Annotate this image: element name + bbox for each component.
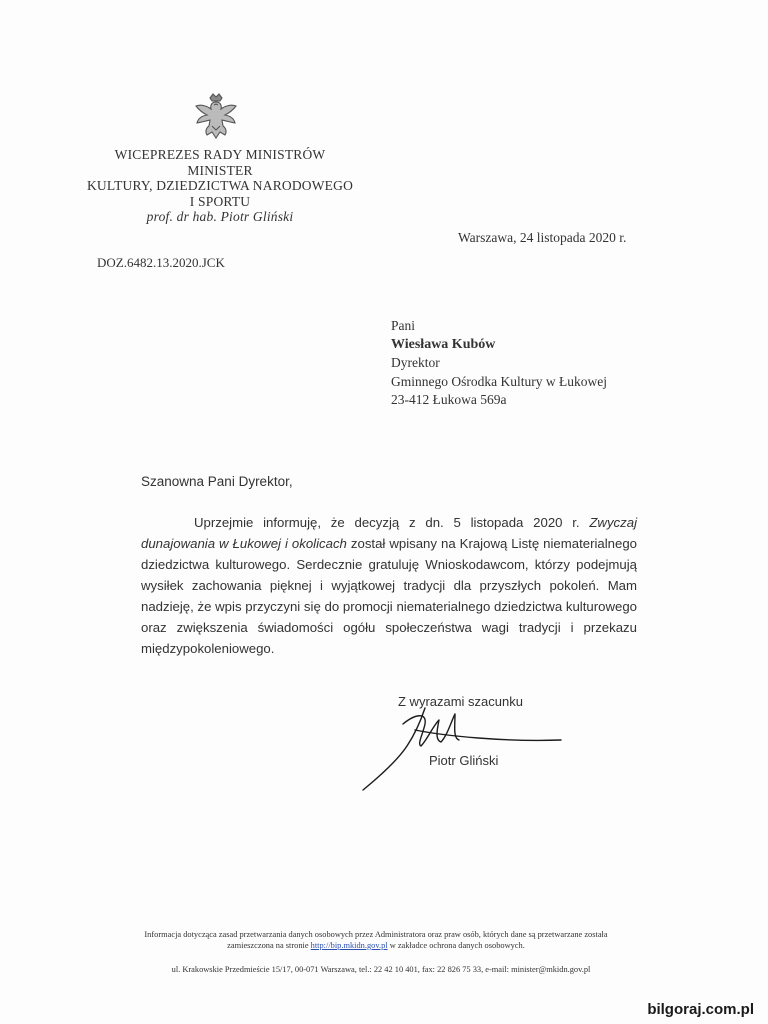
footer-address: ul. Krakowskie Przedmieście 15/17, 00-071 Warszawa, tel.: 22 42 10 401, fax: 22 826 75 33, e-mail: minister@mkidn.gov.pl (171, 965, 591, 974)
polish-eagle-emblem-icon (193, 92, 239, 144)
greeting: Szanowna Pani Dyrektor, (141, 474, 293, 489)
watermark: bilgoraj.com.pl (647, 1001, 754, 1018)
letter-body (141, 512, 637, 659)
body-italic-title: Zwyczaj dunajowania w Łukowej i okolicach (141, 515, 637, 551)
body-text: Uprzejmie informuję, że decyzją z dn. 5 listopada 2020 r. (194, 515, 590, 530)
recipient-title: Dyrektor (391, 355, 440, 370)
reference-number: DOZ.6482.13.2020.JCK (97, 255, 225, 270)
footer-data-protection-note (76, 929, 676, 951)
footer-info-text: zamieszczona na stronie (227, 941, 311, 950)
sender-name: prof. dr hab. Piotr Gliński (146, 209, 294, 224)
bip-link[interactable]: http://bip.mkidn.gov.pl (310, 941, 388, 950)
sender-header (60, 147, 380, 225)
recipient-name: Wiesława Kubów (391, 336, 496, 352)
footer-info-line: Informacja dotycząca zasad przetwarzania danych osobowych przez Administratora oraz praw osób, których dane są przetwarzane została (144, 930, 608, 939)
recipient-address (391, 317, 607, 410)
header-line: WICEPREZES RADY MINISTRÓW (114, 147, 326, 162)
signature-name: Piotr Gliński (429, 753, 499, 768)
recipient-institution: Gminnego Ośrodka Kultury w Łukowej (391, 373, 607, 389)
handwritten-signature-icon (355, 700, 565, 795)
body-text: został wpisany na Krajową Listę niematerialnego dziedzictwa kulturowego. Serdecznie gratuluję Wnioskodawcom, którzy podejmują wysiłek zachowania pięknej i wyjątkowej tradycji dla przyszłych pokoleń. Mam nadzieję, że wpis przyczyni się do promocji niematerialnego dziedzictwa kulturowego oraz zwiększenia świadomości ogółu społeczeństwa wagi tradycji i przekazu międzypokoleniowego. (141, 536, 637, 656)
header-line: KULTURY, DZIEDZICTWA NARODOWEGO (86, 178, 354, 193)
recipient-postal-address: 23-412 Łukowa 569a (391, 392, 507, 407)
recipient-salutation: Pani (391, 318, 416, 333)
letter-date: Warszawa, 24 listopada 2020 r. (458, 230, 627, 245)
header-line: I SPORTU (189, 193, 251, 209)
closing-phrase: Z wyrazami szacunku (398, 694, 523, 709)
body-indent (141, 515, 194, 530)
header-line: MINISTER (187, 162, 253, 178)
footer-info-text: w zakładce ochrona danych osobowych. (387, 941, 525, 950)
